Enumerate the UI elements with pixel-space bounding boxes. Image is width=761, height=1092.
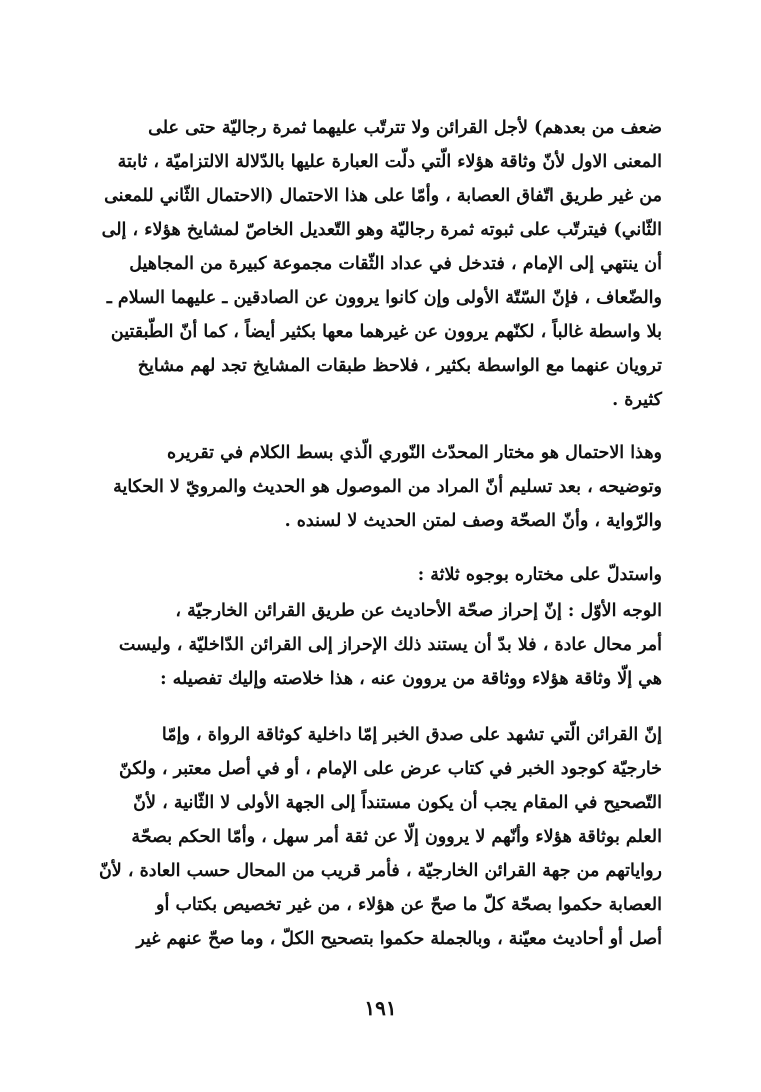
text-line: رواياتهم من جهة القرائن الخارجيّة ، فأمر قريب من المحال حسب العادة ، لأنّ <box>98 861 662 881</box>
text-line: والرّواية ، وأنّ الصحّة وصف لمتن الحديث لا لسنده . <box>284 511 662 531</box>
text-line: أصل أو أحاديث معيّنة ، وبالجملة حكموا بتصحيح الكلّ ، وما صحّ عنهم غير <box>136 929 662 949</box>
page-number: ١٩١ <box>364 996 397 1020</box>
paragraph-5 <box>100 718 662 956</box>
text-line: ضعف من بعدهم) لأجل القرائن ولا تترتّب عليهما ثمرة رجاليّة حتى على <box>148 118 662 138</box>
text-line: العلم بوثاقة هؤلاء وأنّهم لا يروون إلّا عن ثقة أمر سهل ، وأمّا الحكم بصحّة <box>131 827 662 847</box>
text-line: التّصحيح في المقام يجب أن يكون مستنداً إلى الجهة الأولى لا الثّانية ، لأنّ <box>133 793 662 813</box>
section-lead: الوجه الأوّل : <box>567 601 662 621</box>
text-line: والضّعاف ، فإنّ السّتّة الأولى وإن كانوا يروون عن الصادقين ـ عليهما السلام ـ <box>106 288 662 308</box>
paragraph-4 <box>100 594 662 696</box>
text-line: خارجيّة كوجود الخبر في كتاب عرض على الإمام ، أو في أصل معتبر ، ولكنّ <box>119 759 662 779</box>
text-line: هي إلّا وثاقة هؤلاء ووثاقة من يروون عنه ، هذا خلاصته وإليك تفصيله : <box>160 669 662 689</box>
text-line-continuation: إنّ إحراز صحّة الأحاديث عن طريق القرائن الخارجيّة ، <box>175 601 562 621</box>
text-line: وهذا الاحتمال هو مختار المحدّث النّوري الّذي بسط الكلام في تقريره <box>166 443 662 463</box>
text-line: واستدلّ على مختاره بوجوه ثلاثة : <box>417 565 662 585</box>
text-line: الثّاني) فيترتّب على ثبوته ثمرة رجاليّة وهو التّعديل الخاصّ لمشايخ هؤلاء ، إلى <box>101 220 662 240</box>
paragraph-2 <box>100 436 662 538</box>
paragraph-1 <box>100 111 662 417</box>
text-line: أمر محال عادة ، فلا بدّ أن يستند ذلك الإحراز إلى القرائن الدّاخليّة ، وليست <box>118 635 662 655</box>
text-line: ترويان عنهما مع الواسطة بكثير ، فلاحظ طبقات المشايخ تجد لهم مشايخ <box>137 356 662 376</box>
text-line: إنّ القرائن الّتي تشهد على صدق الخبر إمّا داخلية كوثاقة الرواة ، وإمّا <box>161 725 662 745</box>
text-line: بلا واسطة غالباً ، لكنّهم يروون عن غيرهما معها بكثير أيضاً ، كما أنّ الطّبقتين <box>110 322 662 342</box>
text-line: العصابة حكموا بصحّة كلّ ما صحّ عن هؤلاء ، من غير تخصيص بكتاب أو <box>156 895 662 915</box>
paragraph-3 <box>100 558 662 592</box>
text-line <box>100 594 662 628</box>
text-line: المعنى الاول لأنّ وثاقة هؤلاء الّتي دلّت العبارة عليها بالدّلالة الالتزاميّة ، ثابتة <box>117 152 662 172</box>
text-line: وتوضيحه ، بعد تسليم أنّ المراد من الموصول هو الحديث والمرويّ لا الحكاية <box>113 477 662 497</box>
text-line: كثيرة . <box>612 390 662 410</box>
text-line: أن ينتهي إلى الإمام ، فتدخل في عداد الثّقات مجموعة كبيرة من المجاهيل <box>129 254 662 274</box>
text-line: من غير طريق اتّفاق العصابة ، وأمّا على هذا الاحتمال (الاحتمال الثّاني للمعنى <box>104 186 662 206</box>
